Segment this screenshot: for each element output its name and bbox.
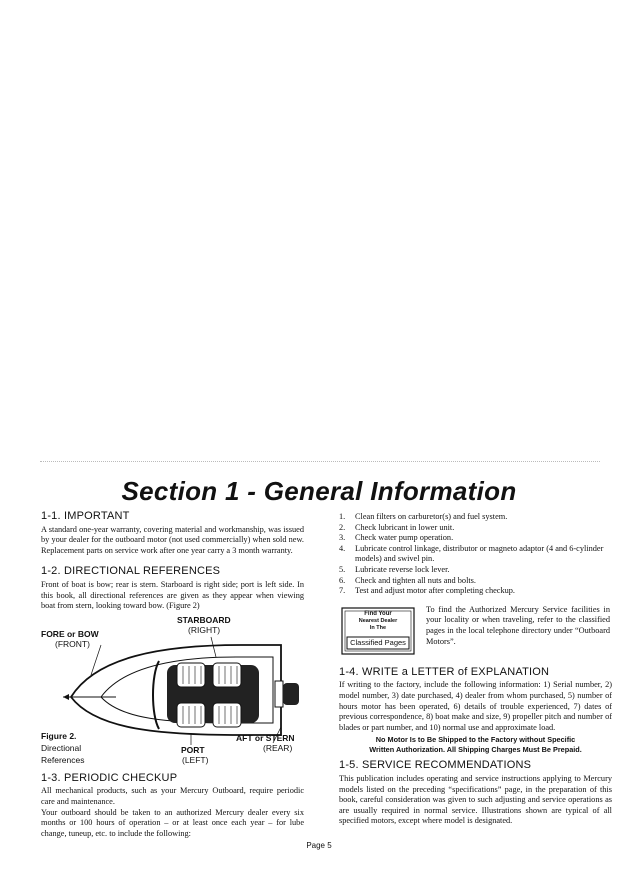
- figure-caption-2: Directional: [41, 742, 82, 753]
- left-column: [41, 511, 304, 839]
- starboard-label: STARBOARD: [177, 614, 231, 625]
- shipping-notice-line-1: No Motor Is to Be Shipped to the Factory without Specific: [375, 735, 576, 745]
- aft-label: AFT or STERN: [236, 732, 295, 743]
- checkup-list: [339, 512, 612, 597]
- boat-figure: [41, 615, 304, 767]
- classified-line-4: Classified Pages: [350, 637, 406, 647]
- shipping-notice: [339, 735, 612, 754]
- figure-caption-1: Figure 2.: [41, 730, 77, 741]
- shipping-notice-line-2: Written Authorization. All Shipping Charges Must Be Prepaid.: [369, 744, 582, 754]
- classified-line-2: Nearest Dealer: [358, 617, 398, 624]
- write-letter-text: If writing to the factory, include the following information: 1) Serial number, 2) model number, 3) date purchased, 4) dealer from whom purchased, 5) number of hours motor has been operated, 6) details of trouble experienced, 7) dates of previous correspondence, 8) boat make and size, 9) propeller pitch and number of blades or part number, and 10) normal use and approximate load.: [339, 680, 612, 732]
- scan-dotted-line: [40, 461, 600, 462]
- classified-text: To find the Authorized Mercury Service facilities in your locality or when traveling, refer to the classified pages in the local telephone directory under “Outboard Motors”.: [426, 604, 610, 646]
- classified-pages-graphic: [341, 607, 415, 655]
- heading-periodic-checkup: 1-3. PERIODIC CHECKUP: [41, 771, 178, 784]
- port-sub-label: (LEFT): [182, 754, 209, 765]
- important-text: A standard one-year warranty, covering material and workmanship, was issued by your dealer for the outboard motor (not used commercially) when sold new. Replacement parts on service work after one year carry a 3 month warranty.: [41, 524, 304, 555]
- list-item: 2. Check lubricant in lower unit.: [339, 522, 455, 532]
- list-item: 3. Check water pump operation.: [339, 533, 454, 543]
- figure-caption-3: References: [41, 754, 85, 765]
- heading-directional-references: 1-2. DIRECTIONAL REFERENCES: [41, 565, 221, 578]
- list-item: 5. Lubricate reverse lock lever.: [339, 564, 450, 574]
- list-item: 1. Clean filters on carburetor(s) and fuel system.: [339, 512, 508, 521]
- checkup-text-1: All mechanical products, such as your Mercury Outboard, require periodic care and maintenance.: [41, 786, 304, 806]
- list-item: 4. Lubricate control linkage, distributor or magneto adaptor (4 and 6-cylinder models) and swivel pin.: [339, 543, 604, 564]
- heading-write-letter: 1-4. WRITE a LETTER of EXPLANATION: [339, 665, 550, 678]
- port-label: PORT: [181, 744, 205, 755]
- aft-sub-label: (REAR): [263, 742, 293, 753]
- directional-text: Front of boat is bow; rear is stern. Starboard is right side; port is left side. In this book, all directional references are given as they appear when viewing boat from stern, looking toward bow. (Figure 2): [41, 579, 304, 611]
- heading-important: 1-1. IMPORTANT: [41, 510, 130, 522]
- list-item: 6. Check and tighten all nuts and bolts.: [339, 575, 476, 585]
- classified-line-3: In The: [369, 624, 387, 631]
- fore-sub-label: (FRONT): [55, 638, 90, 649]
- right-column: [339, 512, 612, 827]
- fore-label: FORE or BOW: [41, 628, 99, 639]
- starboard-sub-label: (RIGHT): [188, 624, 221, 635]
- section-title: Section 1 - General Information: [121, 476, 517, 506]
- checkup-text-2: Your outboard should be taken to an authorized Mercury dealer every six months or 100 hours of operation – or at least once each year – for lube change, tuneup, etc. to include the following:: [41, 807, 304, 838]
- list-item: 7. Test and adjust motor after completing checkup.: [339, 586, 516, 596]
- classified-notice: [339, 605, 612, 659]
- page-number: Page 5: [306, 841, 332, 850]
- classified-line-1: Find Your: [364, 610, 392, 617]
- heading-service-recommendations: 1-5. SERVICE RECOMMENDATIONS: [339, 759, 532, 772]
- service-text: This publication includes operating and service instructions applying to Mercury models listed on the preceding “specifications” page, in the preparation of this book, careful consideration was given to such adjusting and service operations as are usually required in normal service. Illustrations shown are typical of all specified motors, except where model is designated.: [339, 773, 612, 826]
